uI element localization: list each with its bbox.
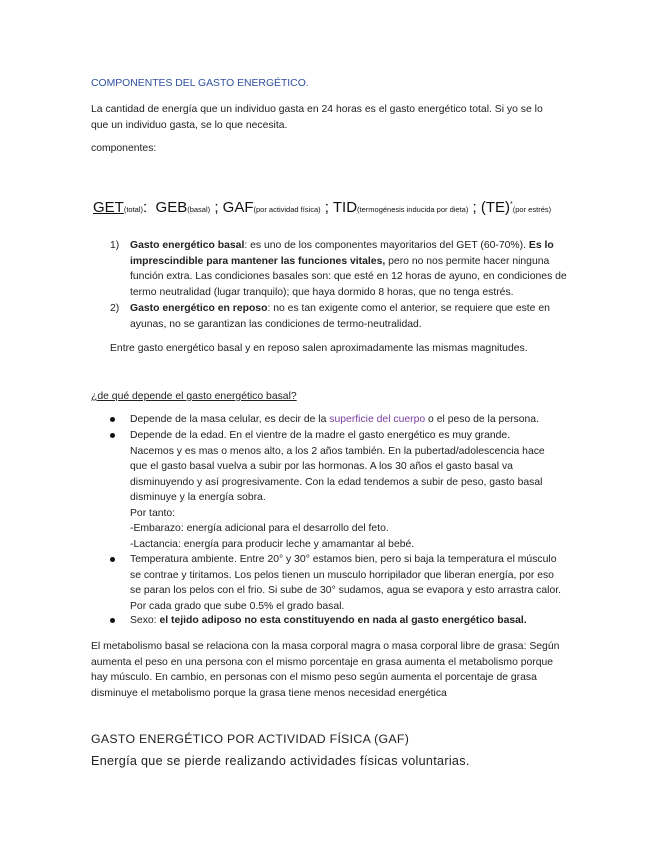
- numbered-item: [110, 301, 570, 332]
- componentes-label: componentes:: [91, 143, 157, 154]
- bullet-dot: [110, 557, 115, 562]
- bullet-dot: [110, 433, 115, 438]
- bullet-item: [130, 552, 565, 614]
- item-emphasis: Es lo imprescindible para mantener las funciones vitales,: [130, 240, 554, 267]
- bullet-line: Por tanto:: [130, 507, 176, 519]
- item-text: : no es tan exigente como el anterior, se requiere que este en ayunas, no se garantizan las condiciones de termo-neutralidad.: [130, 303, 550, 330]
- bullet-text: o el peso de la persona.: [425, 414, 539, 425]
- formula-sep: ;: [468, 199, 481, 216]
- numbered-item: [110, 238, 570, 300]
- bullet-item: [130, 613, 565, 629]
- formula-get-sub: (total): [123, 205, 144, 214]
- formula-gaf-sub: (por actividad física): [253, 205, 321, 214]
- gaf-body: Energía que se pierde realizando actividades físicas voluntarias.: [91, 754, 470, 768]
- bullet-line: disminuyendo y así progresivamente. Con la edad tendemos a subir de peso, gasto basal: [130, 476, 543, 488]
- formula-gaf: GAF: [222, 199, 254, 216]
- bullet-emphasis: el tejido adiposo no esta constituyendo en nada al gasto energético basal.: [159, 615, 527, 626]
- formula-sep: ;: [320, 199, 333, 216]
- item-text: pero no nos permite hacer ninguna función extra. Las condiciones basales son: que esté en 12 horas de ayuno, en condiciones de termo neutralidad (lugar tranquilo); que haya dormido 8 horas, que no tenga estrés.: [130, 255, 567, 298]
- formula-te: (TE): [480, 199, 511, 216]
- gaf-heading: GASTO ENERGÉTICO POR ACTIVIDAD FÍSICA (GAF): [91, 732, 410, 746]
- formula-get: GET: [93, 199, 124, 216]
- bullet-item: [130, 428, 565, 552]
- bullet-text: Sexo:: [130, 615, 160, 626]
- bullet-dot: [110, 618, 115, 623]
- formula-colon: :: [143, 199, 148, 216]
- get-formula: [93, 199, 551, 216]
- item-text: : es uno de los componentes mayoritarios del GET (60-70%).: [244, 240, 529, 251]
- formula-te-sup: *: [510, 201, 513, 208]
- bullet-line: Nacemos y es mas o menos alto, a los 2 años también. En la pubertad/adolescencia hace: [130, 445, 545, 457]
- item-term: Gasto energético en reposo: [130, 303, 268, 314]
- bullet-line: que el gasto basal vuelva a subir por las hormonas. A los 30 años el gasto basal va: [130, 461, 513, 472]
- item-number: 2): [110, 303, 120, 314]
- item-number: 1): [110, 240, 120, 251]
- formula-geb-sub: (basal): [187, 205, 211, 214]
- bullet-line: Depende de la edad. En el vientre de la madre el gasto energético es muy grande.: [130, 430, 511, 441]
- between-paragraph: Entre gasto energético basal y en reposo salen aproximadamente las mismas magnitudes.: [110, 343, 528, 354]
- closing-paragraph: El metabolismo basal se relaciona con la masa corporal magra o masa corporal libre de grasa: Según aumenta el peso en una persona con el mismo porcentaje en grasa aumenta el metabolismo porque hay músculo. En cambio, en personas con el mismo peso según aumenta el porcentaje de grasa disminuye el metabolismo porque la grasa tiene menos necesidad energética: [91, 641, 560, 699]
- formula-tid-sub: (termogénesis inducida por dieta): [357, 205, 469, 214]
- bullet-line: -Lactancia: energía para producir leche y amamantar al bebé.: [130, 538, 415, 550]
- formula-te-sub: (por estrés): [512, 205, 552, 214]
- bullet-text: Depende de la masa celular, es decir de la: [130, 414, 330, 425]
- formula-sep: ;: [210, 199, 223, 216]
- item-term: Gasto energético basal: [130, 240, 245, 251]
- formula-tid: TID: [332, 199, 358, 216]
- body-surface-link[interactable]: superficie del cuerpo: [329, 414, 426, 425]
- question-heading: ¿de qué depende el gasto energético basal?: [91, 391, 297, 402]
- bullet-line: disminuye y la energía sobra.: [130, 492, 266, 503]
- bullet-line: -Embarazo: energía adicional para el desarrollo del feto.: [130, 523, 389, 534]
- intro-paragraph: La cantidad de energía que un individuo gasta en 24 horas es el gasto energético total. Si yo se lo que un individuo gasta, se lo que necesita.: [91, 104, 543, 131]
- formula-geb: GEB: [155, 199, 188, 216]
- bullet-dot: [110, 417, 115, 422]
- section-heading: COMPONENTES DEL GASTO ENERGÉTICO.: [91, 78, 309, 89]
- bullet-text: Temperatura ambiente. Entre 20° y 30° estamos bien, pero si baja la temperatura el músculo se contrae y tiritamos. Los pelos tienen un musculo horripilador que liberan energía, por eso se paran los pelos con el frio. Si sube de 30° sudamos, agua se evapora y esto arrastra calor. Por cada grado que sube 0.5% el grado basal.: [130, 554, 561, 612]
- bullet-item: [130, 412, 565, 428]
